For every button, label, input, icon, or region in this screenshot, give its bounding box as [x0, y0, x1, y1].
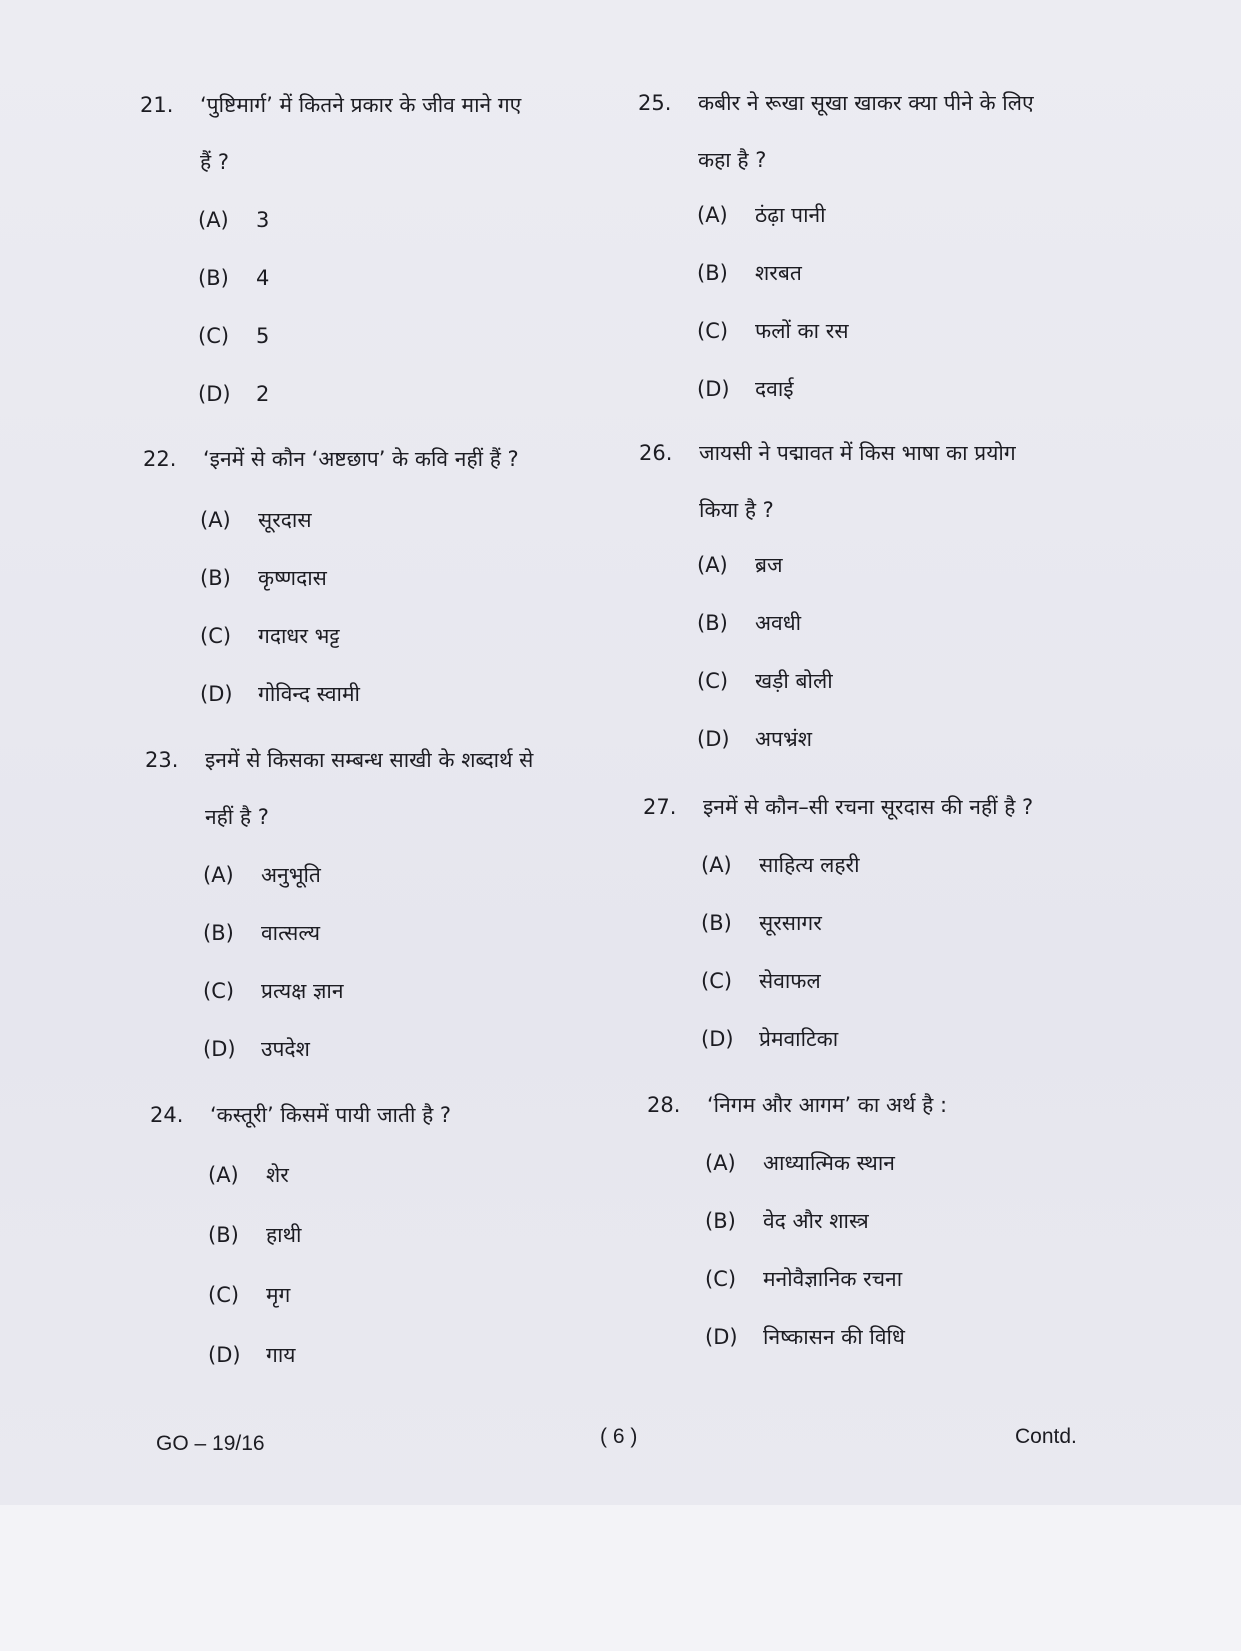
option-label: (D): [203, 1037, 236, 1061]
question-text: इनमें से कौन–सी रचना सूरदास की नहीं है ?: [703, 795, 1034, 819]
option-text: साहित्य लहरी: [759, 853, 860, 877]
option-text: 4: [256, 266, 270, 290]
option-label: (C): [701, 969, 733, 993]
option-text: वात्सल्य: [261, 921, 321, 945]
option-label: (B): [203, 921, 234, 945]
question-text: कबीर ने रूखा सूखा खाकर क्या पीने के लिए: [698, 91, 1034, 115]
option-text: शेर: [266, 1163, 289, 1187]
question-text-line2: हैं ?: [200, 150, 229, 174]
option-label: (A): [203, 863, 234, 887]
option-label: (D): [697, 727, 730, 751]
option-text: सूरसागर: [759, 911, 822, 935]
option-text: दवाई: [755, 377, 794, 401]
page-bottom-margin: [0, 1505, 1241, 1651]
option-label: (B): [697, 261, 728, 285]
option-label: (D): [198, 382, 231, 406]
option-text: प्रत्यक्ष ज्ञान: [261, 979, 344, 1003]
question-text-line2: कहा है ?: [698, 148, 767, 172]
option-label: (A): [208, 1163, 239, 1187]
option-label: (D): [697, 377, 730, 401]
question-number: 23.: [145, 748, 179, 772]
option-text: गोविन्द स्वामी: [258, 682, 360, 706]
option-text: गाय: [266, 1343, 296, 1367]
question-text: ‘निगम और आगम’ का अर्थ है :: [707, 1093, 948, 1117]
option-text: अपभ्रंश: [755, 727, 813, 751]
option-text: कृष्णदास: [258, 566, 327, 590]
question-22: [143, 444, 583, 474]
question-text: इनमें से किसका सम्बन्ध साखी के शब्दार्थ से: [205, 748, 534, 772]
option-label: (A): [198, 208, 229, 232]
question-number: 24.: [150, 1103, 184, 1127]
option-label: (A): [701, 853, 732, 877]
question-number: 26.: [639, 441, 673, 465]
option-label: (A): [705, 1151, 736, 1175]
option-label: (B): [697, 611, 728, 635]
option-label: (B): [208, 1223, 239, 1247]
option-label: (C): [705, 1267, 737, 1291]
option-label: (D): [208, 1343, 241, 1367]
question-24: [150, 1100, 590, 1130]
question-number: 27.: [643, 795, 677, 819]
question-21: [140, 90, 580, 174]
question-text: ‘इनमें से कौन ‘अष्टछाप’ के कवि नहीं हैं ?: [203, 447, 519, 471]
option-text: 5: [256, 324, 270, 348]
option-label: (D): [200, 682, 233, 706]
option-text: मनोवैज्ञानिक रचना: [763, 1267, 903, 1291]
option-label: (C): [697, 319, 729, 343]
option-label: (C): [208, 1283, 240, 1307]
option-label: (A): [200, 508, 231, 532]
option-text: 3: [256, 208, 270, 232]
option-text: सूरदास: [258, 508, 312, 532]
option-text: अनुभूति: [261, 863, 321, 887]
question-number: 21.: [140, 93, 174, 117]
question-28: [647, 1090, 1107, 1120]
question-number: 28.: [647, 1093, 681, 1117]
question-26: [639, 438, 1099, 522]
question-number: 25.: [638, 91, 672, 115]
question-27: [643, 792, 1103, 822]
paper-code: GO – 19/16: [156, 1432, 265, 1455]
question-text: जायसी ने पद्मावत में किस भाषा का प्रयोग: [699, 441, 1016, 465]
option-label: (B): [705, 1209, 736, 1233]
question-number: 22.: [143, 447, 177, 471]
option-text: अवधी: [755, 611, 802, 635]
option-label: (B): [200, 566, 231, 590]
option-label: (C): [203, 979, 235, 1003]
option-text: प्रेमवाटिका: [759, 1027, 839, 1051]
option-label: (B): [198, 266, 229, 290]
option-text: शरबत: [755, 261, 802, 285]
continued-label: Contd.: [1015, 1425, 1077, 1448]
option-label: (C): [198, 324, 230, 348]
option-text: आध्यात्मिक स्थान: [763, 1151, 895, 1175]
question-text-line2: किया है ?: [699, 498, 774, 522]
option-text: हाथी: [266, 1223, 302, 1247]
option-text: ठंढ़ा पानी: [755, 203, 826, 227]
option-label: (C): [200, 624, 232, 648]
option-text: फलों का रस: [755, 319, 849, 343]
option-text: वेद और शास्त्र: [763, 1209, 869, 1233]
question-25: [638, 88, 1098, 172]
option-text: खड़ी बोली: [755, 669, 833, 693]
page-number: ( 6 ): [600, 1425, 638, 1448]
option-label: (C): [697, 669, 729, 693]
question-text-line2: नहीं है ?: [205, 805, 269, 829]
option-text: ब्रज: [755, 553, 783, 577]
option-text: 2: [256, 382, 270, 406]
option-text: सेवाफल: [759, 969, 821, 993]
question-text: ‘पुष्टिमार्ग’ में कितने प्रकार के जीव माने गए: [200, 93, 522, 117]
option-text: निष्कासन की विधि: [763, 1325, 905, 1349]
option-text: उपदेश: [261, 1037, 310, 1061]
option-text: मृग: [266, 1283, 291, 1307]
option-label: (D): [701, 1027, 734, 1051]
question-23: [145, 745, 585, 829]
question-text: ‘कस्तूरी’ किसमें पायी जाती है ?: [210, 1103, 452, 1127]
option-label: (B): [701, 911, 732, 935]
option-label: (A): [697, 203, 728, 227]
option-label: (A): [697, 553, 728, 577]
option-text: गदाधर भट्ट: [258, 624, 340, 648]
option-label: (D): [705, 1325, 738, 1349]
